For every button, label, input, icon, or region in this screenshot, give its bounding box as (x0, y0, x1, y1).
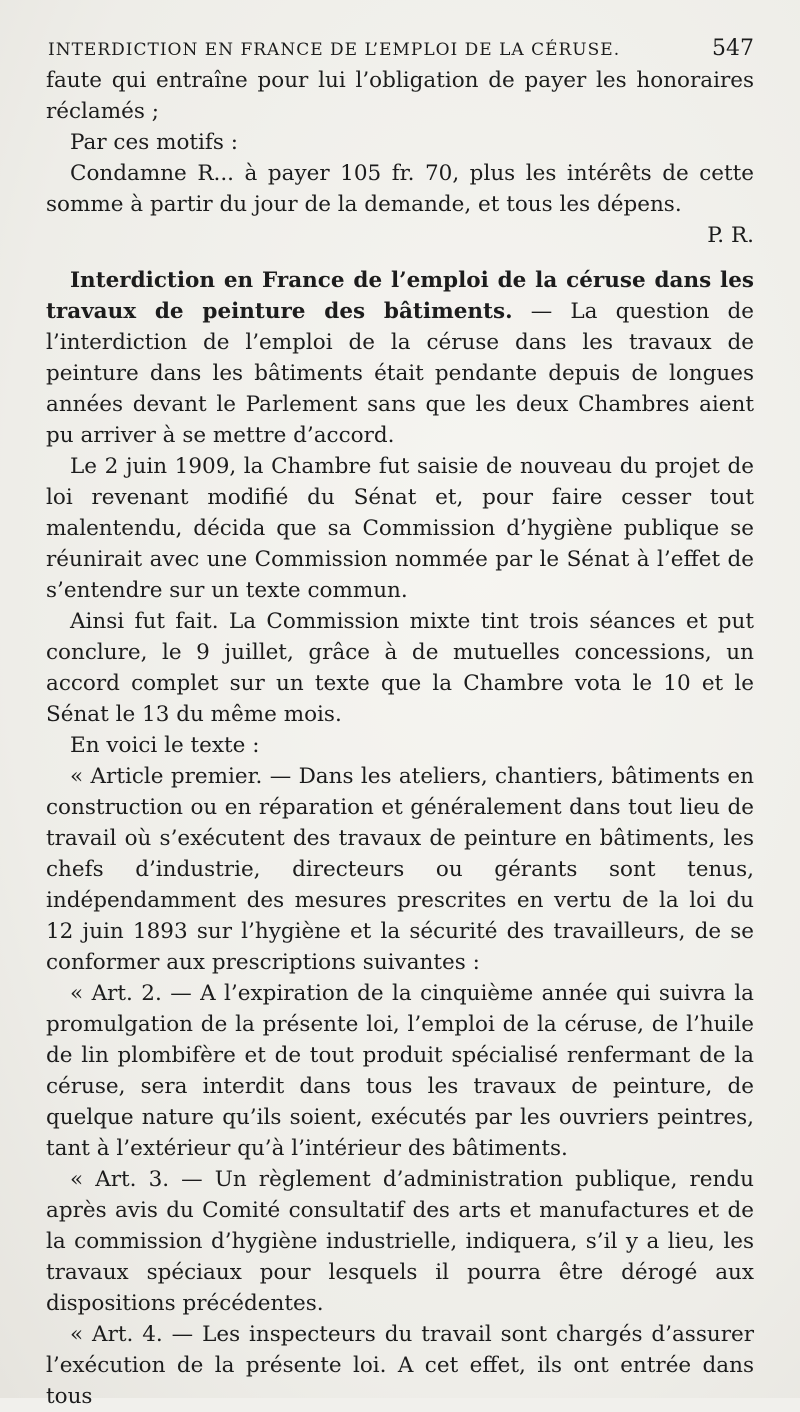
section-heading: Interdiction en France de l’emploi de la céruse dans les travaux de peinture des bâtiments. (46, 268, 754, 324)
article-1: « Article premier. — Dans les ateliers, chantiers, bâtiments en construction ou en réparation et généralement dans tout lieu de travail où s’exécutent des travaux de peinture en bâtiments, les chefs d’industrie, directeurs ou gérants sont tenus, indépendamment des mesures prescrites en vertu de la loi du 12 juin 1893 sur l’hygiène et la sécurité des travailleurs, de se conformer aux prescriptions suivantes : (46, 764, 754, 975)
section-body: — La question de l’interdiction de l’emploi de la céruse dans les travaux de peinture dans les bâtiments était pendante depuis de longues années devant le Parlement sans que les deux Chambres aient pu arriver à se mettre d’accord. (46, 299, 754, 448)
running-header (46, 36, 754, 61)
article-2: « Art. 2. — A l’expiration de la cinquième année qui suivra la promulgation de la présente loi, l’emploi de la céruse, de l’huile de lin plombifère et de tout produit spécialisé renfermant de la céruse, sera interdit dans tous les travaux de peinture, de quelque nature qu’ils soient, exécutés par les ouvriers peintres, tant à l’extérieur qu’à l’intérieur des bâtiments. (46, 981, 754, 1161)
section-gap (46, 251, 754, 265)
page-number: 547 (712, 36, 754, 61)
paragraph-7: En voici le texte : (70, 733, 260, 758)
running-title: INTERDICTION EN FRANCE DE L’EMPLOI DE LA CÉRUSE. (48, 40, 621, 60)
article-3: « Art. 3. — Un règlement d’administration publique, rendu après avis du Comité consultatif des arts et manufactures et de la commission d’hygiène industrielle, indiquera, s’il y a lieu, les travaux spéciaux pour lesquels il pourra être dérogé aux dispositions précédentes. (46, 1167, 754, 1316)
paragraph-3: Condamne R... à payer 105 fr. 70, plus les intérêts de cette somme à partir du jour de la demande, et tous les dépens. (46, 161, 754, 217)
paragraph-6: Ainsi fut fait. La Commission mixte tint trois séances et put conclure, le 9 juillet, grâce à de mutuelles concessions, un accord complet sur un texte que la Chambre vota le 10 et le Sénat le 13 du même mois. (46, 609, 754, 727)
paragraph-1: faute qui entraîne pour lui l’obligation de payer les honoraires réclamés ; (46, 68, 754, 124)
signature-initials: P. R. (707, 223, 754, 248)
paragraph-2: Par ces motifs : (70, 130, 238, 155)
section-paragraph (46, 265, 754, 451)
paragraph-5: Le 2 juin 1909, la Chambre fut saisie de nouveau du projet de loi revenant modifié du Sénat et, pour faire cesser tout malentendu, décida que sa Commission d’hygiène publique se réunirait avec une Commission nommée par le Sénat à l’effet de s’entendre sur un texte commun. (46, 454, 754, 603)
article-4: « Art. 4. — Les inspecteurs du travail sont chargés d’assurer l’exécution de la présente loi. A cet effet, ils ont entrée dans tous (46, 1322, 754, 1409)
